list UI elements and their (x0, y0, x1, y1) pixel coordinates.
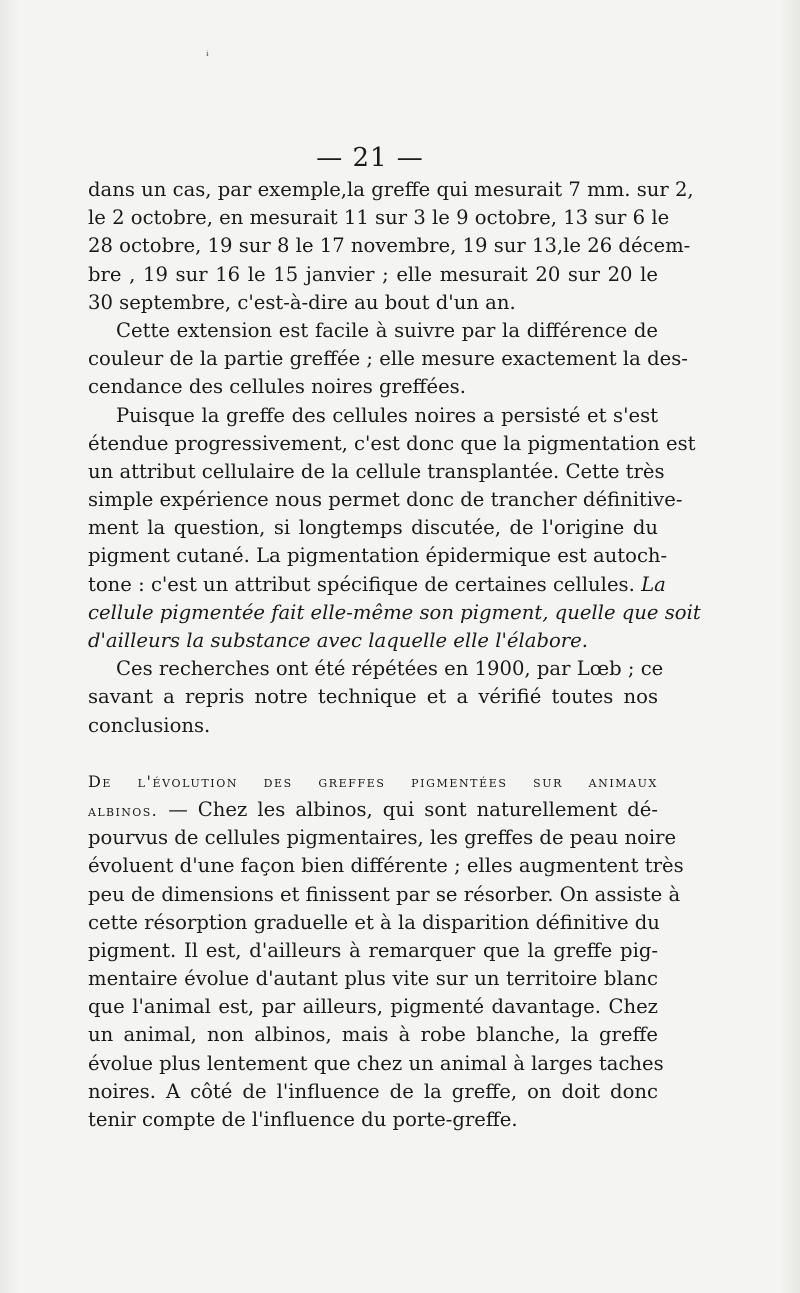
section-heading-end: albinos. (88, 800, 159, 820)
body-text (88, 176, 701, 1134)
page-number: — 21 — (316, 143, 424, 173)
text-line: Ces recherches ont été répétées en 1900, par Lœb ; ce (116, 657, 664, 681)
text-segment: — Chez les albinos, qui sont naturellement dé- (168, 797, 658, 821)
text-line: dans un cas, par exemple,la greffe qui mesurait 7 mm. sur 2, (88, 178, 694, 201)
text-line: pourvus de cellules pigmentaires, les greffes de peau noire (88, 826, 677, 850)
text-line: étendue progressivement, c'est donc que la pigmentation est (88, 431, 696, 455)
text-line: cendance des cellules noires greffées. (88, 375, 466, 399)
text-line: conclusions. (88, 713, 211, 737)
text-line: un animal, non albinos, mais à robe blanche, la greffe (88, 1023, 658, 1047)
text-line: savant a repris notre technique et a vérifié toutes nos (88, 685, 658, 709)
text-line: Puisque la greffe des cellules noires a persisté et s'est (116, 403, 658, 427)
text-line: que l'animal est, par ailleurs, pigmenté davantage. Chez (88, 995, 658, 1019)
text-line: mentaire évolue d'autant plus vite sur un territoire blanc (88, 967, 658, 991)
text-line: 30 septembre, c'est-à-dire au bout d'un an. (88, 290, 516, 314)
text-line: ment la question, si longtemps discutée, de l'origine du (88, 516, 658, 540)
text-line: bre , 19 sur 16 le 15 janvier ; elle mesurait 20 sur 20 le (88, 262, 658, 286)
text-line: cette résorption graduelle et à la disparition définitive du (88, 910, 660, 934)
text-line: couleur de la partie greffée ; elle mesure exactement la des- (88, 347, 688, 371)
text-line: simple expérience nous permet donc de trancher définitive- (88, 488, 683, 512)
text-line: Cette extension est facile à suivre par la différence de (116, 318, 658, 342)
text-line: un attribut cellulaire de la cellule transplantée. Cette très (88, 459, 665, 483)
italic-line: cellule pigmentée fait elle-même son pigment, quelle que soit (88, 600, 701, 624)
text-line: évoluent d'une façon bien différente ; elles augmentent très (88, 854, 684, 878)
text-segment: tone : c'est un attribut spécifique de certaines cellules. (88, 572, 635, 596)
text-line: le 2 octobre, en mesurait 11 sur 3 le 9 octobre, 13 sur 6 le (88, 206, 670, 230)
ink-speck: ᶤ (206, 49, 210, 64)
text-line (88, 571, 666, 599)
italic-line: d'ailleurs la substance avec laquelle elle l'élabore. (88, 629, 588, 652)
text-line: noires. A côté de l'influence de la greffe, on doit donc (88, 1079, 658, 1103)
section-heading: De l'évolution des greffes pigmentées sur animaux (88, 771, 658, 791)
text-line: évolue plus lentement que chez un animal à larges taches (88, 1051, 664, 1075)
text-line (88, 796, 658, 824)
italic-segment: La (641, 572, 666, 596)
section-gap (88, 740, 658, 768)
text-line: 28 octobre, 19 sur 8 le 17 novembre, 19 sur 13,le 26 décem- (88, 234, 691, 258)
text-line: pigment. Il est, d'ailleurs à remarquer que la greffe pig- (88, 938, 658, 962)
text-line: tenir compte de l'influence du porte-greffe. (88, 1108, 518, 1131)
text-line: peu de dimensions et finissent par se résorber. On assiste à (88, 882, 681, 906)
text-line: pigment cutané. La pigmentation épidermique est autoch- (88, 544, 668, 568)
